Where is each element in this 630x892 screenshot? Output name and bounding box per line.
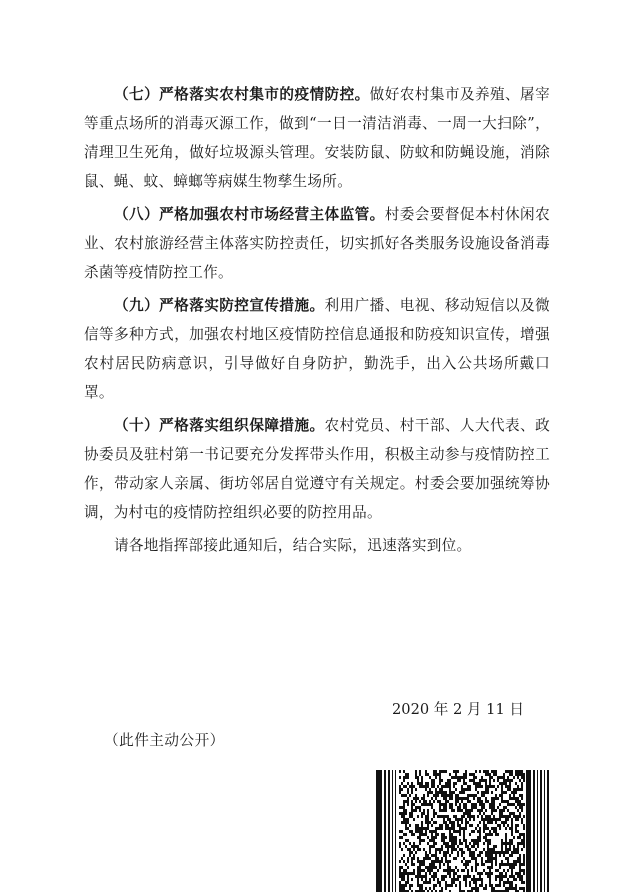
issue-date: 2020 年 2 月 11 日 [392, 701, 524, 718]
paragraph-8 [84, 200, 550, 287]
pdf417-barcode-icon [376, 770, 549, 892]
paragraph-7-body: 做好农村集市及养殖、屠宰等重点场所的消毒灭源工作，做到“一日一清洁消毒、一周一大扫除”，清理卫生死角，做好垃圾源头管理。安装防鼠、防蚊和防蝇设施，消除鼠、蝇、蚊、蟑螂等病媒生物孳生场所。 [84, 86, 550, 190]
paragraph-7-heading: （七）严格落实农村集市的疫情防控。 [114, 86, 370, 103]
paragraph-10 [84, 411, 550, 527]
paragraph-9-body: 利用广播、电视、移动短信以及微信等多种方式，加强农村地区疫情防控信息通报和防疫知识宣传，增强农村居民防病意识，引导做好自身防护，勤洗手，出入公共场所戴口罩。 [84, 297, 550, 401]
public-disclosure-note: （此件主动公开） [104, 732, 225, 749]
paragraph-9-heading: （九）严格落实防控宣传措施。 [114, 297, 325, 314]
paragraph-10-body: 农村党员、村干部、人大代表、政协委员及驻村第一书记要充分发挥带头作用，积极主动参与疫情防控工作，带动家人亲属、街坊邻居自觉遵守有关规定。村委会要加强统筹协调，为村屯的疫情防控组织必要的防控用品。 [84, 417, 550, 521]
document-body [84, 80, 550, 564]
paragraph-8-body: 村委会要督促本村休闲农业、农村旅游经营主体落实防控责任，切实抓好各类服务设施设备消毒杀菌等疫情防控工作。 [84, 206, 550, 281]
paragraph-10-heading: （十）严格落实组织保障措施。 [114, 417, 325, 434]
closing-paragraph: 请各地指挥部接此通知后，结合实际，迅速落实到位。 [114, 537, 472, 554]
paragraph-9 [84, 291, 550, 407]
paragraph-8-heading: （八）严格加强农村市场经营主体监管。 [114, 206, 385, 223]
paragraph-7 [84, 80, 550, 196]
